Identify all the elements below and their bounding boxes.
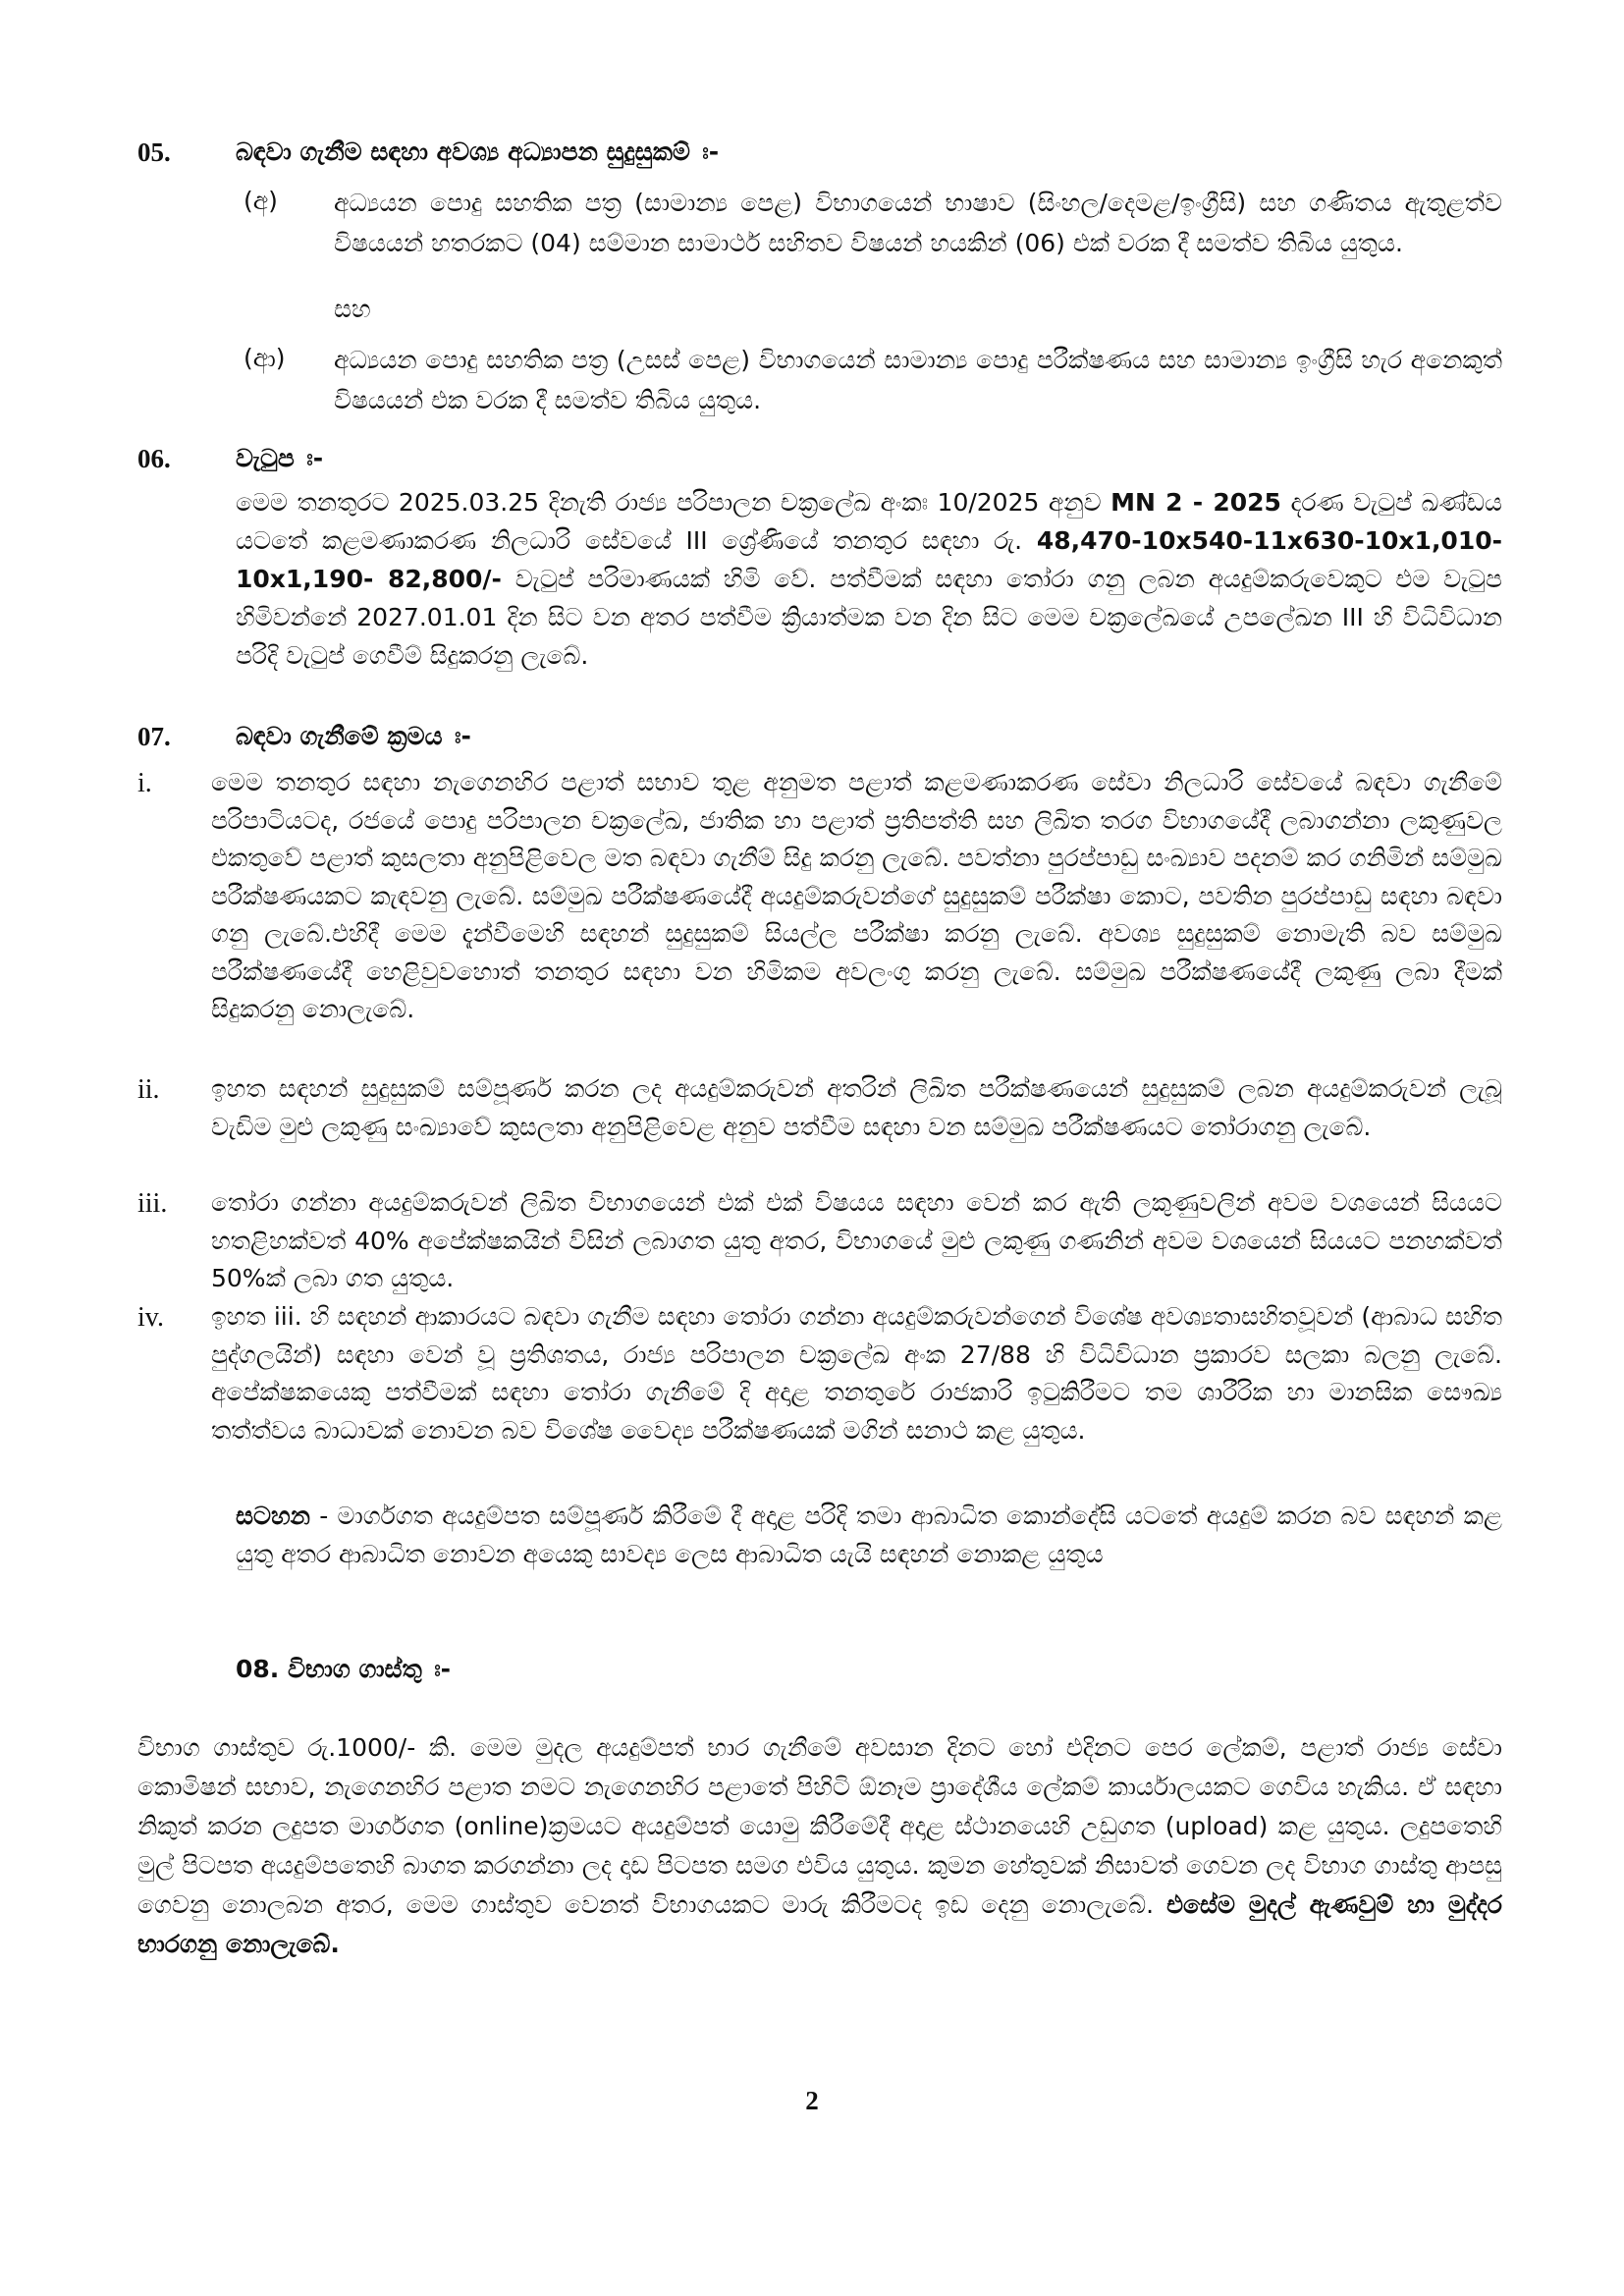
item-iii-text: තෝරා ගන්නා අයදුම්කරුවන් ලිඛිත විභාගයෙන් එක් එක් විෂයය සඳහා වෙන් කර ඇති ලකුණුවලින් අවම වශයෙන් සියයට හතළිහක්වත් 40% අපේක්ෂකයින් විසින් ලබාගත යුතු අතර, විභාගයේ මුළු ලකුණු ගණනින් අවම වශයෙන් සියයට පනහක්වත් 50%ක් ලබා ගත යුතුය. xyxy=(211,1188,1502,1292)
note-label: සටහන xyxy=(236,1502,310,1530)
salary-text-part-2: දරණ වැටුප් ඛණ්ඩය යටතේ කළමණාකරණ නිලධාරි සේවයේ III ශ්‍රේණියේ තනතුර සඳහා රු. xyxy=(236,488,1502,555)
item-iv-text: ඉහත iii. හි සඳහන් ආකාරයට බඳවා ගැනීම සඳහා තෝරා ගන්නා අයදුම්කරුවන්ගෙන් විශේෂ අවශ්‍යතාසහිතවූවන් (ආබාධ සහිත පුද්ගලයින්) සඳහා වෙන් වූ ප්‍රතිශතය, රාජ්‍ය පරිපාලන චක්‍රලේඛ අංක 27/88 හි විධිවිධාන ප්‍රකාරව සලකා බලනු ලැබේ. අපේක්ෂකයෙකු පත්වීමක් සඳහා තෝරා ගැනීමේ දි අදාළ තනතුරේ රාජකාරි ඉටුකිරීමට තම ශාරීරික හා මානසික සෞඛ්‍ය තත්ත්වය බාධාවක් නොවන බව විශේෂ වෛද්‍ය පරීක්ෂණයක් මගින් සනාථ කළ යුතුය. xyxy=(211,1302,1502,1445)
item-i-label: i. xyxy=(137,768,152,798)
note-text: - මාර්ගගත අයදුම්පත සම්පූර්ණ කිරීමේ දී අදාළ පරිදි තමා ආබාධිත කොන්දේසි යටතේ අයදුම් කරන බව සඳහන් කළ යුතු අතර ආබාධිත නොවන අයෙකු සාවද්‍ය ලෙස ආබාධිත යැයි සඳහන් නොකළ යුතුය xyxy=(236,1502,1502,1568)
section-05-a-label: (අ) xyxy=(244,187,278,215)
salary-code: MN 2 - 2025 xyxy=(1110,488,1281,517)
item-i-text: මෙම තනතුර සඳහා නැගෙනහිර පළාත් සභාව තුළ අනුමත පළාත් කළමණාකරණ සේවා නිලධාරි සේවයේ බඳවා ගැනීමේ පරිපාටියටද, රජයේ පොදු පරිපාලන චක්‍රලේඛ, ජාතික හා පළාත් ප්‍රතිපත්ති සහ ලිඛිත තරග විභාගයේදී ලබාගන්නා ලකුණුවල එකතුවේ පළාත් කුසලතා අනුපිළිවෙල මත බඳවා ගැනීම් සිදු කරනු ලැබේ. පවත්නා පුරප්පාඩු සංඛ්‍යාව පදනම් කර ගනිමින් සම්මුඛ පරීක්ෂණයකට කැඳවනු ලැබේ. සම්මුඛ පරීක්ෂණයේදී අයදුම්කරුවන්ගේ සුදුසුකම් පරීක්ෂා කොට, පවතින පුරප්පාඩු සඳහා බඳවා ගනු ලැබේ.එහිදී මෙම දැන්වීමෙහි සඳහන් සුදුසුකම් සියල්ල පරීක්ෂා කරනු ලැබේ. අවශ්‍ය සුදුසුකම් නොමැති බව සම්මුඛ පරීක්ෂණයේදී හෙළිවුවහොත් තනතුර සඳහා වන හිමිකම අවලංගු කරනු ලැබේ. සම්මුඛ පරීක්ෂණයේදී ලකුණු ලබා දීමක් සිදුකරනු නොලැබේ. xyxy=(211,768,1502,1023)
section-07-number: 07. xyxy=(137,722,171,751)
salary-scale: 48,470-10x540-11x630-10x1,010-10x1,190- 82,800/- xyxy=(236,526,1502,593)
section-05-a-text: අධ්‍යයන පොදු සහතික පත්‍ර (සාමාන්‍ය පෙළ) විභාගයෙන් භාෂාව (සිංහල/දෙමළ/ඉංග්‍රීසි) සහ ගණිතය ඇතුළත්ව විෂයයන් හතරකට (04) සම්මාන සාමාර්ථ සහිතව විෂයන් හයකින් (06) එක් වරක දී සමත්ව තිබිය යුතුය. xyxy=(334,189,1502,257)
section-05-number: 05. xyxy=(137,137,171,167)
fee-text-bold: එසේම මුදල් ඇණවුම් හා මුද්දර භාරගනු නොලැබේ. xyxy=(137,1890,1502,1958)
item-iv-label: iv. xyxy=(137,1302,164,1333)
section-05-heading: බඳවා ගැනීම සඳහා අවශ්‍ය අධ්‍යාපන සුදුසුකම් ඃ- xyxy=(236,137,720,166)
section-05-aa-text: අධ්‍යයන පොදු සහතික පත්‍ර (උසස් පෙළ) විභාගයෙන් සාමාන්‍ය පොදු පරීක්ෂණය සහ සාමාන්‍ය ඉංග්‍රීසි හැර අනෙකුත් විෂයයන් එක වරක දී සමත්ව තිබිය යුතුය. xyxy=(334,346,1502,414)
fee-text: විභාග ගාස්තුව රු.1000/- කි. මෙම මුදල අයදුම්පත් භාර ගැනීමේ අවසාන දිනට හෝ එදිනට පෙර ලේකම්, පළාත් රාජ්‍ය සේවා කොමිෂන් සභාව, නැගෙනහිර පළාත නමට නැගෙනහිර පළාතේ පිහිටි ඕනෑම ප්‍රාදේශීය ලේකම් කාර්යාලයකට ගෙවිය හැකිය. ඒ සඳහා නිකුත් කරන ලදුපත මාර්ගගත (online)ක්‍රමයට අයදුම්පත් යොමු කිරීමේදී අදාළ ස්ථානයෙහි උඩුගත (upload) කළ යුතුය. ලදුපතෙහි මුල් පිටපත අයදුම්පතෙහි බාගත කරගන්නා ලද දෘඩ පිටපත සමග එවිය යුතුය. කුමන හේතුවක් නිසාවත් ගෙවන ලද විභාග ගාස්තු ආපසු ගෙවනු නොලබන අතර, මෙම ගාස්තුව වෙනත් විභාගයකට මාරු කිරීමටද ඉඩ දෙනු නොලැබේ. xyxy=(137,1733,1502,1919)
section-05-aa-label: (ආ) xyxy=(244,344,286,372)
item-ii-text: ඉහත සඳහන් සුදුසුකම් සම්පූර්ණ කරන ලද අයදුම්කරුවන් අතරින් ලිඛිත පරීක්ෂණයෙන් සුදුසුකම් ලබන අයදුම්කරුවන් ලැබූ වැඩිම මුළු ලකුණු සංඛ්‍යාවේ කුසලතා අනුපිළිවෙළ අනුව පත්වීම සඳහා වන සම්මුඛ පරීක්ෂණයට තෝරාගනු ලැබේ. xyxy=(211,1074,1502,1141)
section-06-heading: වැටුප ඃ- xyxy=(236,444,324,472)
salary-text-part-1: මෙම තනතුරට 2025.03.25 දිනැති රාජ්‍ය පරිපාලන චක්‍රලේඛ අංකඃ 10/2025 අනුව xyxy=(236,488,1111,517)
section-06-salary-text xyxy=(236,483,1502,675)
section-08-text xyxy=(137,1728,1502,1964)
section-07-heading: බඳවා ගැනීමේ ක්‍රමය ඃ- xyxy=(236,722,471,750)
page-number: 2 xyxy=(805,2086,819,2115)
salary-text-part-3: වැටුප් පරිමාණයක් හිමි වේ. පත්වීමක් සඳහා තෝරා ගනු ලබන අයදුම්කරුවෙකුට එම වැටුප හිමිවන්නේ 2027.01.01 දින සිට වන අතර පත්වීම ක්‍රියාත්මක වන දින සිට මෙම චක්‍රලේඛයේ උපලේඛන III හි විධිවිධාන පරිදි වැටුප් ගෙවීම් සිදුකරනු ලැබේ. xyxy=(236,565,1502,670)
item-ii-label: ii. xyxy=(137,1074,160,1105)
section-07-note xyxy=(236,1498,1502,1573)
item-iii-label: iii. xyxy=(137,1188,168,1219)
section-08-heading: 08. විභාග ගාස්තු ඃ- xyxy=(236,1655,452,1683)
section-06-number: 06. xyxy=(137,444,171,473)
section-05-and: සහ xyxy=(334,295,371,323)
